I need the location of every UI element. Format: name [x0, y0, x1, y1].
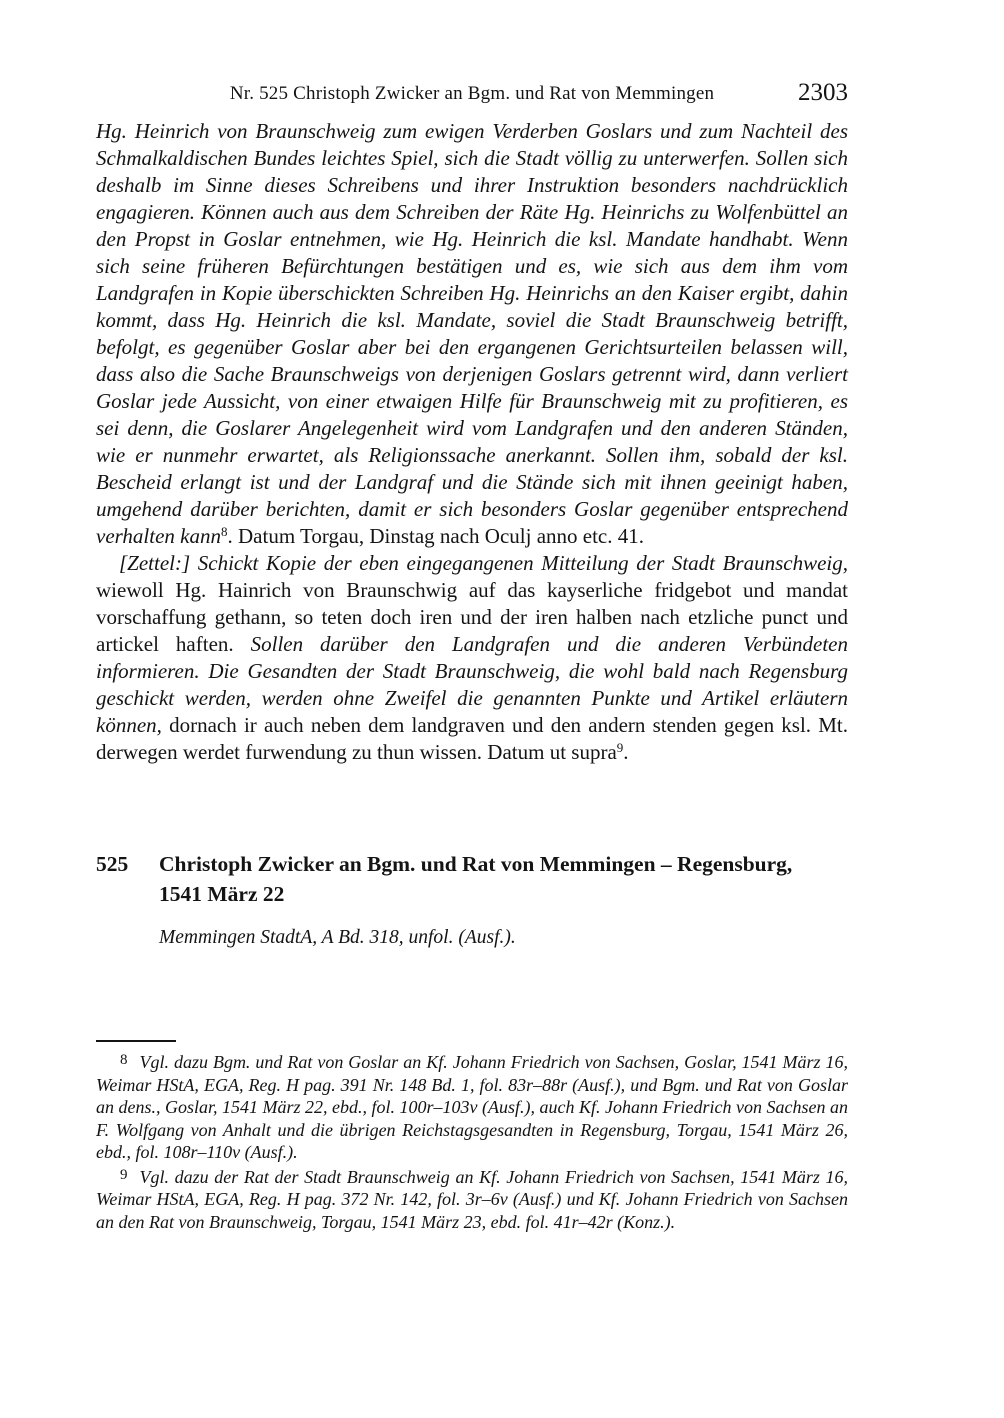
text-segment: [Zettel:] Schickt Kopie der eben eingegangenen Mitteilung der Stadt Braunschweig, — [119, 551, 848, 575]
summary-paragraph — [96, 118, 848, 550]
footnote-reference-mark: 9 — [616, 740, 624, 755]
main-text-block — [96, 118, 848, 766]
entry-title — [159, 849, 848, 909]
text-segment: . Datum Torgau, Dinstag nach Oculj anno etc. 41. — [227, 524, 644, 548]
footnote-marker: 8 — [120, 1052, 128, 1068]
entry-heading — [96, 849, 848, 909]
zettel-paragraph — [96, 550, 848, 766]
running-header — [96, 79, 848, 108]
footnote-area — [96, 1040, 848, 1233]
text-segment: . — [623, 740, 629, 764]
footnote — [96, 1049, 848, 1164]
footnote-list — [96, 1049, 848, 1233]
entry-title-line: Christoph Zwicker an Bgm. und Rat von Memmingen – Regensburg, — [159, 852, 793, 876]
text-segment: Hg. Heinrich von Braunschweig zum ewigen Verderben Goslars und zum Nachteil des Schmalkaldischen Bundes leichtes Spiel, sich die Stadt völlig zu unterwerfen. Sollen sich deshalb im Sinne dieses Schreibens und ihrer Instruktion besonders nachdrücklich engagieren. Können auch aus dem Schreiben der Räte Hg. Heinrichs zu Wolfenbüttel an den Propst in Goslar entnehmen, wie Hg. Heinrich die ksl. Mandate handhabt. Wenn sich seine früheren Befürchtungen bestätigen und es, wie sich aus dem ihm vom Landgrafen in Kopie überschickten Schreiben Hg. Heinrichs an den Kaiser ergibt, dahin kommt, dass Hg. Heinrich die ksl. Mandate, soviel die Stadt Braunschweig betrifft, befolgt, es gegenüber Goslar aber bei den ergangenen Gerichtsurteilen belassen will, dass also die Sache Braunschweigs von derjenigen Goslars getrennt wird, dann verliert Goslar jede Aussicht, von einer etwaigen Hilfe für Braunschweig mit zu profitieren, es sei denn, die Goslarer Angelegenheit wird vom Landgrafen und den anderen Ständen, wie er nunmehr erwartet, als Religionssache anerkannt. Sollen ihm, sobald der ksl. Bescheid erlangt ist und der Landgraf und die Stände sich mit ihnen geeinigt haben, umgehend darüber berichten, damit er sich besonders Goslar gegenüber entsprechend verhalten kann — [96, 119, 848, 548]
text-segment: Sollen darüber den Landgrafen und die anderen Verbündeten informieren. Die Gesandten der Stadt Braunschweig, die wohl bald nach Regensburg geschickt werden, werden ohne Zweifel die genannten Punkte und Artikel erläutern können, — [96, 632, 848, 737]
page-number: 2303 — [798, 79, 848, 106]
running-header-title: Nr. 525 Christoph Zwicker an Bgm. und Rat von Memmingen — [229, 83, 715, 104]
archival-source-line: Memmingen StadtA, A Bd. 318, unfol. (Ausf.). — [159, 927, 516, 948]
footnote-text: Vgl. dazu Bgm. und Rat von Goslar an Kf. Johann Friedrich von Sachsen, Goslar, 1541 März 16, Weimar HStA, EGA, Reg. H pag. 391 Nr. 148 Bd. 1, fol. 83r–88r (Ausf.), und Bgm. und Rat von Goslar an dens., Goslar, 1541 März 22, ebd., fol. 100r–103v (Ausf.), auch Kf. Johann Friedrich von Sachsen an F. Wolfgang von Anhalt und die übrigen Reichstagsgesandten in Regensburg, Torgau, 1541 März 26, ebd., fol. 108r–110v (Ausf.). — [96, 1052, 848, 1162]
footnote-marker: 9 — [120, 1166, 128, 1183]
footnote-text: Vgl. dazu der Rat der Stadt Braunschweig an Kf. Johann Friedrich von Sachsen, 1541 März 16, Weimar HStA, EGA, Reg. H pag. 372 Nr. 142, fol. 3r–6v (Ausf.) und Kf. Johann Friedrich von Sachsen an den Rat von Braunschweig, Torgau, 1541 März 23, ebd. fol. 41r–42r (Konz.). — [96, 1166, 848, 1232]
entry-525 — [96, 849, 848, 950]
text-segment: wiewoll Hg. Hainrich von Braunschwig auf das kayserliche fridgebot und mandat vorschaffung gethann, so teten doch iren und der iren halben nach etzliche punct und artickel haften. — [96, 578, 848, 656]
footnote — [96, 1164, 848, 1234]
text-segment: dornach ir auch neben dem landgraven und den andern stenden gegen ksl. Mt. derwegen werdet furwendung zu thun wissen. Datum ut supra — [96, 713, 848, 764]
footnote-reference-mark: 8 — [221, 524, 228, 539]
entry-title-line: 1541 März 22 — [159, 882, 285, 906]
footnote-separator-rule — [96, 1040, 176, 1042]
entry-number: 525 — [96, 852, 129, 876]
